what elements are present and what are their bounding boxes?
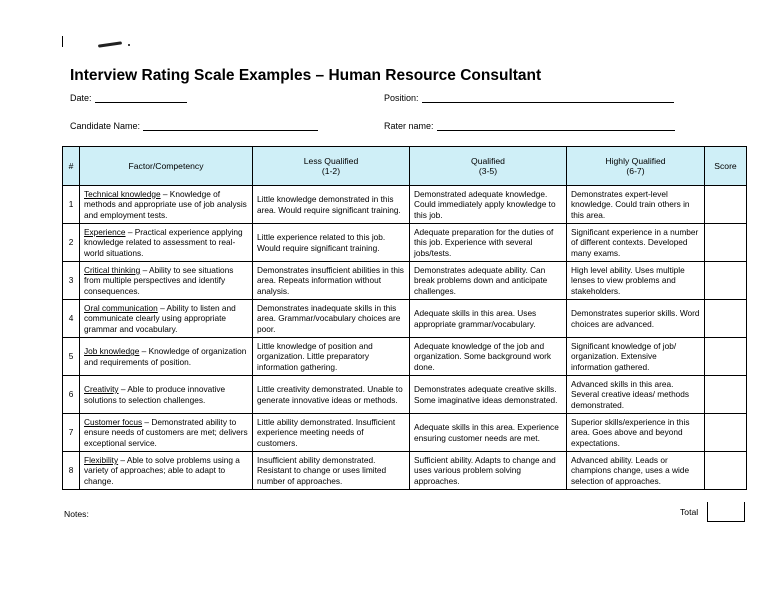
header-qualified-range: (3-5) [478, 166, 498, 176]
highly-qualified-cell: Advanced skills in this area. Several creative ideas/ methods demonstrated. [567, 376, 705, 414]
highly-qualified-cell: Significant experience in a number of different contexts. Developed many exams. [567, 224, 705, 262]
margin-dot [128, 44, 130, 46]
table-row [63, 186, 747, 224]
row-number: 4 [63, 300, 80, 338]
score-cell[interactable] [705, 376, 747, 414]
factor-cell [80, 224, 253, 262]
factor-name: Experience [84, 226, 126, 237]
total-score-box[interactable] [707, 502, 745, 522]
highly-qualified-cell: Advanced ability. Leads or champions change, uses a wide selection of approaches. [567, 452, 705, 490]
factor-desc: – Knowledge of organization and requirements of position. [84, 346, 247, 367]
factor-cell [80, 186, 253, 224]
qualified-cell: Adequate preparation for the duties of this job. Experience with several jobs/tests. [410, 224, 567, 262]
factor-name: Creativity [84, 384, 119, 394]
score-cell[interactable] [705, 300, 747, 338]
factor-name: Critical thinking [84, 264, 141, 275]
row-number: 6 [63, 376, 80, 414]
less-qualified-cell: Little knowledge of position and organization. Little preparatory information gathering. [253, 338, 410, 376]
score-cell[interactable] [705, 414, 747, 452]
position-line[interactable] [422, 93, 674, 103]
score-cell[interactable] [705, 452, 747, 490]
factor-cell [80, 376, 253, 414]
score-cell[interactable] [705, 186, 747, 224]
candidate-field[interactable] [70, 121, 318, 131]
rater-label: Rater name: [384, 121, 434, 131]
factor-cell [80, 262, 253, 300]
table-row [63, 452, 747, 490]
factor-cell [80, 338, 253, 376]
score-cell[interactable] [705, 262, 747, 300]
less-qualified-cell: Little creativity demonstrated. Unable to generate innovative ideas or methods. [253, 376, 410, 414]
header-highly-range: (6-7) [626, 166, 645, 176]
highly-qualified-cell: Demonstrates expert-level knowledge. Could train others in this area. [567, 186, 705, 224]
factor-name: Job knowledge [84, 346, 140, 356]
table-header-row [63, 147, 747, 186]
factor-cell [80, 452, 253, 490]
factor-desc: – Able to solve problems using a variety of approaches; able to adapt to change. [84, 454, 240, 486]
qualified-cell: Adequate knowledge of the job and organization. Some background work done. [410, 338, 567, 376]
row-number: 2 [63, 224, 80, 262]
row-number: 7 [63, 414, 80, 452]
table-row [63, 376, 747, 414]
header-factor: Factor/Competency [80, 147, 253, 186]
factor-name: Flexibility [84, 454, 119, 465]
less-qualified-cell: Demonstrates inadequate skills in this area. Grammar/vocabulary choices are poor. [253, 300, 410, 338]
highly-qualified-cell: High level ability. Uses multiple lenses to view problems and stakeholders. [567, 262, 705, 300]
date-field[interactable] [70, 93, 187, 103]
factor-cell [80, 300, 253, 338]
factor-cell [80, 414, 253, 452]
qualified-cell: Sufficient ability. Adapts to change and uses various problem solving approaches. [410, 452, 567, 490]
highly-qualified-cell: Superior skills/experience in this area. Goes above and beyond expectations. [567, 414, 705, 452]
header-qualified [410, 147, 567, 186]
qualified-cell: Demonstrates adequate creative skills. Some imaginative ideas demonstrated. [410, 376, 567, 414]
candidate-line[interactable] [143, 121, 318, 131]
highly-qualified-cell: Demonstrates superior skills. Word choices are advanced. [567, 300, 705, 338]
score-cell[interactable] [705, 224, 747, 262]
margin-scribble [98, 41, 122, 47]
factor-name: Technical knowledge [84, 188, 161, 199]
date-line[interactable] [95, 93, 187, 103]
less-qualified-cell: Insufficient ability demonstrated. Resistant to change or uses limited number of approaches. [253, 452, 410, 490]
position-label: Position: [384, 93, 419, 103]
factor-name: Oral communication [84, 302, 158, 313]
highly-qualified-cell: Significant knowledge of job/ organization. Extensive information gathered. [567, 338, 705, 376]
rater-line[interactable] [437, 121, 675, 131]
rater-field[interactable] [384, 121, 675, 131]
header-score: Score [705, 147, 747, 186]
factor-desc: – Demonstrated ability to ensure needs of customers are met; delivers exceptional service. [84, 416, 248, 448]
header-less-label: Less Qualified [303, 155, 359, 166]
qualified-cell: Adequate skills in this area. Experience ensuring customer needs are met. [410, 414, 567, 452]
date-label: Date: [70, 93, 92, 103]
table-row [63, 414, 747, 452]
table-row [63, 224, 747, 262]
candidate-label: Candidate Name: [70, 121, 141, 131]
row-number: 5 [63, 338, 80, 376]
rating-table [62, 146, 747, 490]
header-less-range: (1-2) [321, 166, 341, 176]
row-number: 8 [63, 452, 80, 490]
table-row [63, 300, 747, 338]
factor-desc: – Practical experience applying knowledge related to assessment to real-world situations. [84, 226, 243, 258]
less-qualified-cell: Little experience related to this job. Would require significant training. [253, 224, 410, 262]
margin-mark [62, 36, 63, 47]
factor-name: Customer focus [84, 416, 143, 427]
table-row [63, 262, 747, 300]
factor-desc: – Ability to see situations from multiple perspectives and identify consequences. [84, 264, 234, 296]
row-number: 3 [63, 262, 80, 300]
header-less-qualified [253, 147, 410, 186]
qualified-cell: Demonstrates adequate ability. Can break problems down and anticipate challenges. [410, 262, 567, 300]
qualified-cell: Demonstrated adequate knowledge. Could immediately apply knowledge to this job. [410, 186, 567, 224]
total-label: Total [680, 507, 699, 517]
notes-label: Notes: [64, 509, 89, 519]
header-highly-qualified [567, 147, 705, 186]
header-highly-label: Highly Qualified [605, 155, 666, 166]
factor-desc: – Knowledge of methods and appropriate use of job analysis and employment tests. [84, 188, 247, 220]
table-row [63, 338, 747, 376]
less-qualified-cell: Little ability demonstrated. Insufficient experience meeting needs of customers. [253, 414, 410, 452]
page-title: Interview Rating Scale Examples – Human Resource Consultant [70, 67, 542, 84]
position-field[interactable] [384, 93, 674, 103]
row-number: 1 [63, 186, 80, 224]
qualified-cell: Adequate skills in this area. Uses appropriate grammar/vocabulary. [410, 300, 567, 338]
header-qualified-label: Qualified [471, 155, 505, 166]
less-qualified-cell: Little knowledge demonstrated in this area. Would require significant training. [253, 186, 410, 224]
header-num: # [63, 147, 80, 186]
factor-desc: – Able to produce innovative solutions to selection challenges. [84, 384, 226, 405]
less-qualified-cell: Demonstrates insufficient abilities in this area. Repeats information without analysis. [253, 262, 410, 300]
score-cell[interactable] [705, 338, 747, 376]
factor-desc: – Ability to listen and communicate clearly using appropriate grammar and vocabulary. [84, 302, 236, 334]
